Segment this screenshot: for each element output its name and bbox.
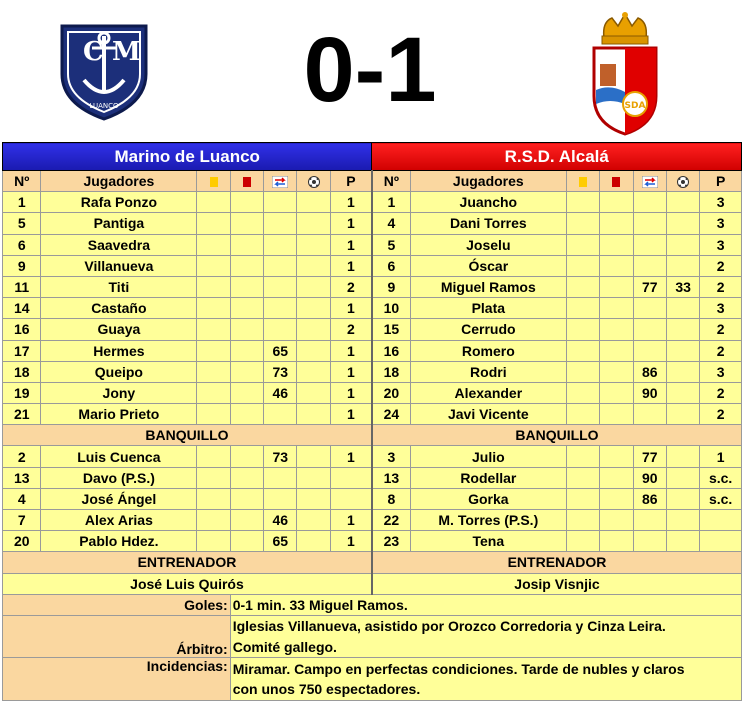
player-number: 18 <box>372 361 410 382</box>
yellow-cards <box>197 361 230 382</box>
substitution-minute <box>633 298 666 319</box>
player-name: Pablo Hdez. <box>41 531 197 552</box>
goal-minute <box>666 510 699 531</box>
bench-header-row <box>3 425 742 446</box>
player-number: 23 <box>372 531 410 552</box>
yellow-cards <box>197 234 230 255</box>
bench-row <box>3 531 742 552</box>
lineup-table <box>2 142 742 701</box>
substitution-minute <box>633 510 666 531</box>
bench-row <box>3 488 742 509</box>
incidents-line-2: con unos 750 espectadores. <box>230 679 741 700</box>
goal-minute <box>297 255 330 276</box>
player-number: 9 <box>372 276 410 297</box>
final-score: 0-1 <box>303 19 437 121</box>
red-cards <box>600 467 633 488</box>
player-points: 1 <box>330 298 372 319</box>
player-number: 14 <box>3 298 41 319</box>
player-row <box>3 298 742 319</box>
player-points: 2 <box>700 276 742 297</box>
goal-minute <box>666 404 699 425</box>
substitution-minute: 65 <box>264 340 297 361</box>
player-name: Romero <box>410 340 566 361</box>
col-goal <box>666 171 699 192</box>
player-name: Pantiga <box>41 213 197 234</box>
player-name: Alex Arias <box>41 510 197 531</box>
yellow-cards <box>566 446 599 467</box>
player-number: 24 <box>372 404 410 425</box>
player-name: Javi Vicente <box>410 404 566 425</box>
substitution-minute: 46 <box>264 510 297 531</box>
player-number: 4 <box>372 213 410 234</box>
goal-minute: 33 <box>666 276 699 297</box>
player-number: 15 <box>372 319 410 340</box>
goal-minute <box>297 488 330 509</box>
player-name: Rodellar <box>410 467 566 488</box>
red-cards <box>600 404 633 425</box>
red-cards <box>230 510 263 531</box>
player-points: 1 <box>330 446 372 467</box>
player-points: 1 <box>330 255 372 276</box>
col-points: P <box>700 171 742 192</box>
player-number: 2 <box>3 446 41 467</box>
player-number: 5 <box>3 213 41 234</box>
substitution-minute <box>264 404 297 425</box>
col-red <box>600 171 633 192</box>
referee-label: Árbitro: <box>3 615 231 657</box>
player-number: 20 <box>372 382 410 403</box>
yellow-cards <box>566 382 599 403</box>
coach-row <box>3 573 742 594</box>
yellow-cards <box>197 319 230 340</box>
player-name: Davo (P.S.) <box>41 467 197 488</box>
player-name: Villanueva <box>41 255 197 276</box>
yellow-cards <box>566 488 599 509</box>
red-cards <box>600 192 633 213</box>
away-coach: Josip Visnjic <box>372 573 742 594</box>
goal-minute <box>297 234 330 255</box>
goal-minute <box>297 382 330 403</box>
player-name: Mario Prieto <box>41 404 197 425</box>
goal-minute <box>297 298 330 319</box>
yellow-cards <box>566 340 599 361</box>
player-name: Hermes <box>41 340 197 361</box>
red-cards <box>230 404 263 425</box>
ball-icon <box>677 176 689 188</box>
player-name: Cerrudo <box>410 319 566 340</box>
player-points: 1 <box>330 510 372 531</box>
player-points: 3 <box>700 234 742 255</box>
goal-minute <box>666 234 699 255</box>
player-points: 1 <box>330 404 372 425</box>
substitution-minute: 73 <box>264 361 297 382</box>
player-number: 6 <box>372 255 410 276</box>
yellow-cards <box>566 255 599 276</box>
goal-minute <box>666 192 699 213</box>
away-team-name: R.S.D. Alcalá <box>372 143 742 171</box>
column-header-row <box>3 171 742 192</box>
yellow-cards <box>197 276 230 297</box>
player-row <box>3 192 742 213</box>
col-sub <box>633 171 666 192</box>
player-points: 1 <box>330 531 372 552</box>
away-coach-label: ENTRENADOR <box>372 552 742 573</box>
away-bench-label: BANQUILLO <box>372 425 742 446</box>
red-cards <box>600 234 633 255</box>
col-players: Jugadores <box>41 171 197 192</box>
goal-minute <box>666 446 699 467</box>
player-points: 3 <box>700 213 742 234</box>
home-bench-label: BANQUILLO <box>3 425 372 446</box>
yellow-cards <box>197 531 230 552</box>
referee-line-2: Comité gallego. <box>230 637 741 658</box>
substitution-minute: 90 <box>633 382 666 403</box>
player-number: 1 <box>3 192 41 213</box>
player-points: 2 <box>700 255 742 276</box>
red-cards <box>600 446 633 467</box>
player-number: 21 <box>3 404 41 425</box>
substitution-minute <box>264 467 297 488</box>
substitution-minute: 86 <box>633 488 666 509</box>
player-number: 13 <box>3 467 41 488</box>
coach-header-row <box>3 552 742 573</box>
player-number: 6 <box>3 234 41 255</box>
player-points: s.c. <box>700 467 742 488</box>
player-points <box>330 488 372 509</box>
goal-minute <box>666 531 699 552</box>
player-row <box>3 382 742 403</box>
substitution-minute <box>633 192 666 213</box>
svg-text:M: M <box>112 37 141 67</box>
player-name: Julio <box>410 446 566 467</box>
red-cards <box>600 213 633 234</box>
yellow-cards <box>566 298 599 319</box>
player-points: 3 <box>700 298 742 319</box>
player-number: 22 <box>372 510 410 531</box>
col-goal <box>297 171 330 192</box>
col-number: Nº <box>3 171 41 192</box>
player-name: Juancho <box>410 192 566 213</box>
referee-line-1: Iglesias Villanueva, asistido por Orozco Corredoria y Cinza Leira. <box>230 615 741 636</box>
red-cards <box>230 531 263 552</box>
red-cards <box>230 213 263 234</box>
player-name: M. Torres (P.S.) <box>410 510 566 531</box>
goal-minute <box>666 319 699 340</box>
goal-minute <box>297 531 330 552</box>
goal-minute <box>666 255 699 276</box>
red-cards <box>600 382 633 403</box>
player-name: Rodri <box>410 361 566 382</box>
substitution-minute <box>633 531 666 552</box>
player-points: 3 <box>700 192 742 213</box>
goal-minute <box>297 192 330 213</box>
red-cards <box>230 488 263 509</box>
red-cards <box>600 340 633 361</box>
player-name: Óscar <box>410 255 566 276</box>
yellow-cards <box>197 213 230 234</box>
player-row <box>3 213 742 234</box>
player-number: 18 <box>3 361 41 382</box>
goal-minute <box>297 361 330 382</box>
red-cards <box>230 192 263 213</box>
yellow-cards <box>566 510 599 531</box>
substitution-minute <box>264 276 297 297</box>
incidents-line-1: Miramar. Campo en perfectas condiciones. Tarde de nubles y claros <box>230 658 741 679</box>
goal-minute <box>666 361 699 382</box>
col-sub <box>264 171 297 192</box>
player-number: 10 <box>372 298 410 319</box>
goal-minute <box>297 467 330 488</box>
substitution-minute <box>264 234 297 255</box>
red-cards <box>230 234 263 255</box>
player-row <box>3 361 742 382</box>
svg-text:LUANCO: LUANCO <box>89 102 119 110</box>
home-team-name: Marino de Luanco <box>3 143 372 171</box>
goal-minute <box>666 213 699 234</box>
goal-minute <box>666 382 699 403</box>
player-points: 2 <box>700 319 742 340</box>
player-points: 2 <box>700 340 742 361</box>
yellow-cards <box>566 213 599 234</box>
substitution-minute: 77 <box>633 446 666 467</box>
incidents-label: Incidencias: <box>3 658 231 700</box>
bench-row <box>3 467 742 488</box>
player-number: 3 <box>372 446 410 467</box>
player-name: José Ángel <box>41 488 197 509</box>
incidents-row-1 <box>3 658 742 679</box>
substitution-icon <box>642 176 658 188</box>
player-points: 2 <box>700 382 742 403</box>
player-points: 2 <box>330 319 372 340</box>
red-cards <box>600 361 633 382</box>
substitution-minute <box>633 255 666 276</box>
player-name: Titi <box>41 276 197 297</box>
yellow-cards <box>197 192 230 213</box>
col-yellow <box>197 171 230 192</box>
substitution-minute: 46 <box>264 382 297 403</box>
substitution-minute: 86 <box>633 361 666 382</box>
yellow-cards <box>197 467 230 488</box>
yellow-cards <box>566 531 599 552</box>
col-yellow <box>566 171 599 192</box>
red-cards <box>600 255 633 276</box>
red-cards <box>600 510 633 531</box>
yellow-card-icon <box>579 177 587 187</box>
player-name: Luis Cuenca <box>41 446 197 467</box>
red-cards <box>230 276 263 297</box>
substitution-minute: 77 <box>633 276 666 297</box>
player-number: 17 <box>3 340 41 361</box>
goals-label: Goles: <box>3 594 231 615</box>
substitution-minute: 90 <box>633 467 666 488</box>
player-points: 1 <box>700 446 742 467</box>
substitution-minute <box>264 213 297 234</box>
substitution-minute <box>264 192 297 213</box>
yellow-cards <box>197 255 230 276</box>
player-row <box>3 276 742 297</box>
red-cards <box>600 531 633 552</box>
player-points: s.c. <box>700 488 742 509</box>
marino-luanco-crest-icon <box>56 22 152 122</box>
red-cards <box>230 467 263 488</box>
player-name: Tena <box>410 531 566 552</box>
player-row <box>3 255 742 276</box>
player-name: Joselu <box>410 234 566 255</box>
player-number: 13 <box>372 467 410 488</box>
player-name: Guaya <box>41 319 197 340</box>
goal-minute <box>297 510 330 531</box>
goal-minute <box>297 276 330 297</box>
player-number: 7 <box>3 510 41 531</box>
substitution-minute <box>633 340 666 361</box>
player-number: 19 <box>3 382 41 403</box>
col-number: Nº <box>372 171 410 192</box>
svg-text:SDA: SDA <box>624 101 646 111</box>
goal-minute <box>297 446 330 467</box>
rsd-alcala-crest-icon <box>590 8 660 136</box>
player-points <box>700 510 742 531</box>
player-name: Miguel Ramos <box>410 276 566 297</box>
bench-row <box>3 510 742 531</box>
player-name: Queipo <box>41 361 197 382</box>
substitution-minute <box>633 234 666 255</box>
goals-value: 0-1 min. 33 Miguel Ramos. <box>230 594 741 615</box>
player-number: 11 <box>3 276 41 297</box>
player-name: Rafa Ponzo <box>41 192 197 213</box>
substitution-minute <box>264 298 297 319</box>
yellow-cards <box>197 382 230 403</box>
red-cards <box>600 488 633 509</box>
player-number: 8 <box>372 488 410 509</box>
player-number: 5 <box>372 234 410 255</box>
home-coach: José Luis Quirós <box>3 573 372 594</box>
yellow-cards <box>197 488 230 509</box>
player-row <box>3 319 742 340</box>
player-row <box>3 340 742 361</box>
yellow-cards <box>566 234 599 255</box>
svg-text:C: C <box>83 37 104 67</box>
goal-minute <box>297 319 330 340</box>
col-red <box>230 171 263 192</box>
player-points: 1 <box>330 234 372 255</box>
substitution-minute <box>264 488 297 509</box>
goals-row <box>3 594 742 615</box>
red-card-icon <box>612 177 620 187</box>
red-cards <box>230 361 263 382</box>
player-name: Castaño <box>41 298 197 319</box>
goal-minute <box>666 340 699 361</box>
goal-minute <box>297 213 330 234</box>
substitution-minute <box>264 255 297 276</box>
player-number: 4 <box>3 488 41 509</box>
red-cards <box>230 340 263 361</box>
player-points: 1 <box>330 192 372 213</box>
yellow-card-icon <box>210 177 218 187</box>
yellow-cards <box>566 192 599 213</box>
player-points <box>330 467 372 488</box>
player-name: Jony <box>41 382 197 403</box>
home-coach-label: ENTRENADOR <box>3 552 372 573</box>
player-points: 2 <box>330 276 372 297</box>
player-points: 3 <box>700 361 742 382</box>
player-name: Saavedra <box>41 234 197 255</box>
player-number: 16 <box>3 319 41 340</box>
yellow-cards <box>197 404 230 425</box>
yellow-cards <box>197 340 230 361</box>
yellow-cards <box>197 298 230 319</box>
yellow-cards <box>566 404 599 425</box>
player-name: Plata <box>410 298 566 319</box>
referee-row-1 <box>3 615 742 636</box>
red-cards <box>600 276 633 297</box>
red-card-icon <box>243 177 251 187</box>
player-points: 1 <box>330 213 372 234</box>
red-cards <box>230 382 263 403</box>
bench-row <box>3 446 742 467</box>
substitution-minute: 65 <box>264 531 297 552</box>
substitution-minute <box>633 319 666 340</box>
yellow-cards <box>566 276 599 297</box>
col-players: Jugadores <box>410 171 566 192</box>
col-points: P <box>330 171 372 192</box>
goal-minute <box>297 404 330 425</box>
substitution-minute <box>264 319 297 340</box>
player-name: Gorka <box>410 488 566 509</box>
substitution-minute <box>633 404 666 425</box>
yellow-cards <box>566 467 599 488</box>
goal-minute <box>666 298 699 319</box>
player-row <box>3 234 742 255</box>
ball-icon <box>308 176 320 188</box>
yellow-cards <box>197 446 230 467</box>
red-cards <box>600 298 633 319</box>
yellow-cards <box>197 510 230 531</box>
player-number: 1 <box>372 192 410 213</box>
red-cards <box>230 446 263 467</box>
substitution-minute: 73 <box>264 446 297 467</box>
goal-minute <box>297 340 330 361</box>
red-cards <box>230 298 263 319</box>
player-points: 1 <box>330 340 372 361</box>
player-points <box>700 531 742 552</box>
team-names-row <box>3 143 742 171</box>
player-points: 1 <box>330 382 372 403</box>
player-points: 2 <box>700 404 742 425</box>
goal-minute <box>666 488 699 509</box>
player-number: 16 <box>372 340 410 361</box>
substitution-icon <box>272 176 288 188</box>
red-cards <box>230 319 263 340</box>
red-cards <box>230 255 263 276</box>
player-name: Alexander <box>410 382 566 403</box>
red-cards <box>600 319 633 340</box>
player-row <box>3 404 742 425</box>
substitution-minute <box>633 213 666 234</box>
player-number: 20 <box>3 531 41 552</box>
match-header <box>0 0 742 142</box>
player-name: Dani Torres <box>410 213 566 234</box>
player-number: 9 <box>3 255 41 276</box>
player-points: 1 <box>330 361 372 382</box>
yellow-cards <box>566 361 599 382</box>
yellow-cards <box>566 319 599 340</box>
goal-minute <box>666 467 699 488</box>
